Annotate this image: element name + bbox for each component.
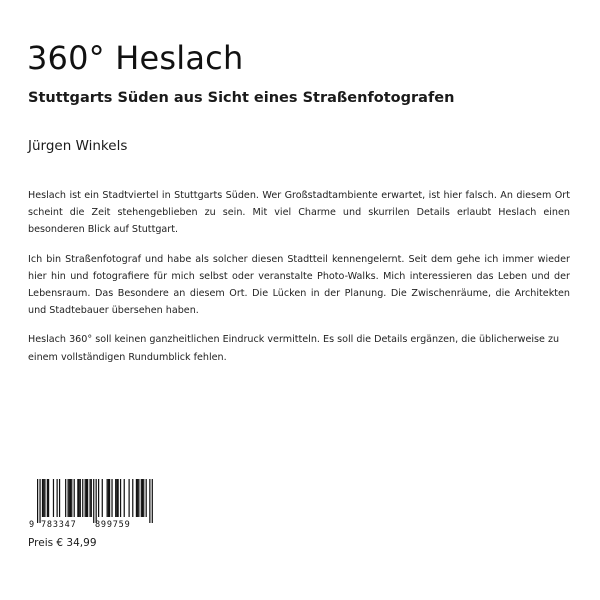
blurb-paragraph-2: Ich bin Straßenfotograf und habe als solcher diesen Stadtteil kennengelernt. Seit dem gehe ich immer wieder hier hin und fotografiere für mich selbst oder veranstalte Photo-Walks. Mich interessieren das Leben und der Lebensraum. Das Besondere an diesem Ort. Die Lücken in der Planung. Die Zwischenräume, die Architekten und Stadtebauer übersehen haben. [28, 253, 570, 317]
barcode-bar [68, 479, 69, 517]
barcode-bar [124, 479, 125, 517]
barcode-bar [43, 479, 44, 517]
barcode-bar [132, 479, 133, 517]
barcode-bar [69, 479, 70, 517]
barcode-bar [80, 479, 81, 517]
barcode-bar [116, 479, 117, 517]
barcode-bar [115, 479, 116, 517]
barcode-bar [71, 479, 72, 517]
barcode-right-digits: 899759 [95, 520, 131, 529]
barcode-bar [65, 479, 66, 517]
barcode-bar [143, 479, 144, 517]
barcode-bar [47, 479, 48, 517]
barcode-bar [102, 479, 103, 517]
barcode-bar [146, 479, 147, 517]
blurb-paragraph-1: Heslach ist ein Stadtviertel in Stuttgarts Süden. Wer Großstadtambiente erwartet, ist hier falsch. An diesem Ort scheint die Zeit stehengeblieben zu sein. Mit viel Charme und skurrilen Details erlaubt Heslach einen besonderen Blick auf Stuttgart. [28, 190, 570, 236]
barcode-bar [137, 479, 138, 517]
book-subtitle: Stuttgarts Süden aus Sicht eines Straßenfotografen [28, 90, 455, 106]
barcode-bar [141, 479, 142, 517]
barcode-bar [39, 479, 40, 523]
barcode-bar [96, 479, 97, 523]
barcode-bar [98, 479, 99, 517]
barcode-bar [108, 479, 109, 517]
barcode-bar [42, 479, 43, 517]
barcode-bar [91, 479, 92, 517]
barcode-bar [142, 479, 143, 517]
barcode-bar [107, 479, 108, 517]
barcode-bar [82, 479, 83, 517]
price-label: Preis € 34,99 [28, 537, 97, 549]
blurb [28, 187, 570, 378]
barcode-bar [37, 479, 38, 523]
barcode-left-digits: 783347 [41, 520, 77, 529]
barcode-bar [93, 479, 94, 523]
barcode-bar [120, 479, 121, 517]
barcode-bar [136, 479, 137, 517]
barcode-bar [78, 479, 79, 517]
barcode-bar [77, 479, 78, 517]
barcode-lead-digit: 9 [29, 520, 35, 529]
barcode-bar [118, 479, 119, 517]
barcode-bar [149, 479, 150, 523]
barcode-bar [86, 479, 87, 517]
barcode-bar [48, 479, 49, 517]
barcode-bar [70, 479, 71, 517]
barcode-bar [59, 479, 60, 517]
barcode-bar [109, 479, 110, 517]
barcode-bar [152, 479, 153, 523]
barcode-bar [44, 479, 45, 517]
barcode-graphic [28, 477, 154, 529]
barcode-bar [57, 479, 58, 517]
book-author: Jürgen Winkels [28, 138, 128, 154]
barcode-bar [138, 479, 139, 517]
blurb-paragraph-3: Heslach 360° soll keinen ganzheitlichen Eindruck vermitteln. Es soll die Details ergänzen, die üblicherweise zu einem vollständigen Rundumblick fehlen. [28, 334, 560, 363]
barcode-bar [129, 479, 130, 517]
barcode-bar [85, 479, 86, 517]
barcode-bar [74, 479, 75, 517]
barcode-bar [87, 479, 88, 517]
book-title: 360° Heslach [27, 39, 244, 77]
barcode-bar [111, 479, 112, 517]
isbn-barcode [28, 477, 154, 529]
barcode-bar [89, 479, 90, 517]
barcode-bar [53, 479, 54, 517]
